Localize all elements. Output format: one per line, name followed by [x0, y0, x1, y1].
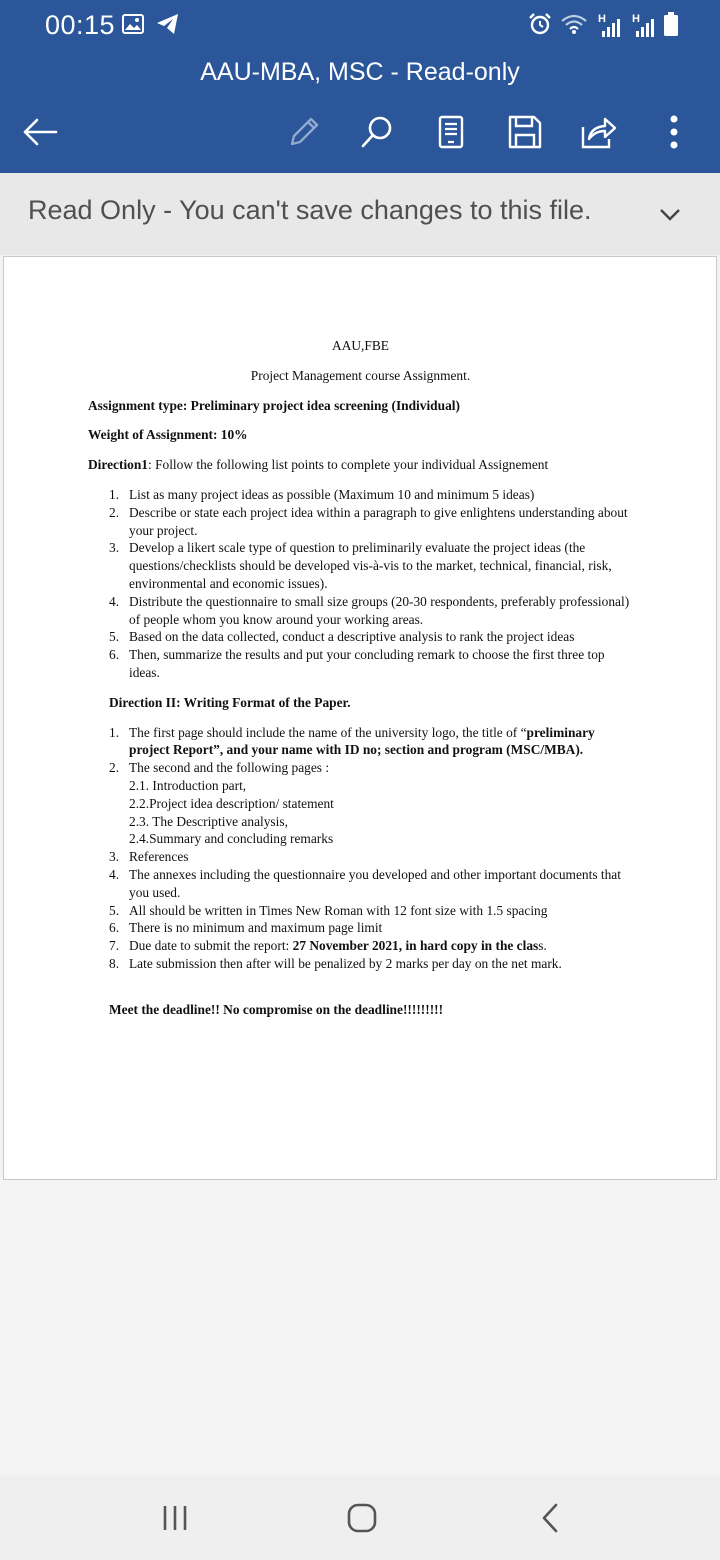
expand-banner-button[interactable] [650, 195, 690, 235]
sub-item: 2.2.Project idea description/ statement [129, 795, 334, 811]
list-item-text: Due date to submit the report: [129, 938, 293, 954]
doc-header-course: Project Management course Assignment. [250, 367, 471, 383]
status-right-icons [528, 12, 678, 41]
signal-h-icon [596, 12, 622, 39]
more-options-button[interactable] [650, 108, 698, 156]
list-item-text: Describe or state each project idea within a paragraph to give enlightens understanding about your project. [129, 504, 628, 538]
list-item: 1. The first page should include the name of the university logo, the title of “preliminary project Report”, and your name with ID no; section and program (MSC/MBA). [109, 724, 595, 758]
image-icon [122, 14, 144, 39]
list-item: 5. All should be written in Times New Roman with 12 font size with 1.5 spacing [109, 902, 548, 918]
list-item: 2. Describe or state each project idea within a paragraph to give enlightens understanding about your project. [109, 504, 628, 538]
list-item: 8. Late submission then after will be penalized by 2 marks per day on the net mark. [109, 955, 562, 971]
list-item-text: Distribute the questionnaire to small size groups (20-30 respondents, preferably professional) of people whom you know around your working areas. [129, 593, 630, 627]
sub-item: 2.3. The Descriptive analysis, [129, 813, 288, 829]
assignment-type: Assignment type: Preliminary project idea screening (Individual) [88, 397, 460, 413]
list-item-text: The second and the following pages : [129, 760, 330, 776]
app-bar [0, 0, 720, 173]
doc-header-university: AAU,FBE [332, 338, 389, 353]
list-item-text: The annexes including the questionnaire you developed and other important documents that you used. [129, 866, 621, 900]
list-item-text: All should be written in Times New Roman with 12 font size with 1.5 spacing [129, 902, 548, 918]
list-item-text: Late submission then after will be penalized by 2 marks per day on the net mark. [129, 955, 562, 971]
list-item: 6. There is no minimum and maximum page limit [109, 920, 383, 936]
direction1-line [88, 456, 633, 474]
battery-icon [664, 12, 678, 41]
direction2-list [88, 724, 633, 973]
list-item-text-end: s. [538, 938, 547, 954]
status-time: 00:15 [45, 10, 116, 40]
chevron-down-icon [659, 208, 681, 222]
document-page[interactable] [3, 256, 717, 1180]
wifi-icon [560, 13, 588, 40]
back-icon [540, 1503, 560, 1533]
reading-view-icon [438, 115, 464, 149]
list-item-text: There is no minimum and maximum page limit [129, 920, 383, 936]
save-icon [508, 115, 542, 149]
save-button[interactable] [501, 108, 549, 156]
list-item: 7. Due date to submit the report: 27 November 2021, in hard copy in the class. [109, 938, 547, 954]
direction1-label: Direction1 [88, 457, 148, 473]
nav-back-button[interactable] [520, 1494, 580, 1542]
search-button[interactable] [353, 108, 401, 156]
list-item-text: The first page should include the name of the university logo, the title of “ [129, 724, 527, 740]
sub-item: 2.4.Summary and concluding remarks [129, 831, 334, 847]
telegram-icon [156, 13, 180, 40]
pencil-icon [287, 115, 321, 149]
recent-apps-button[interactable] [145, 1494, 205, 1542]
back-button[interactable] [16, 108, 64, 156]
signal-h2-icon [630, 12, 656, 39]
back-arrow-icon [22, 118, 58, 146]
alarm-icon [528, 12, 552, 41]
reading-view-button[interactable] [427, 108, 475, 156]
list-item-text: References [129, 849, 189, 865]
status-left-icons [122, 13, 180, 40]
list-item-text: List as many project ideas as possible (Maximum 10 and minimum 5 ideas) [129, 486, 535, 502]
list-item-text: Then, summarize the results and put your concluding remark to choose the first three top ideas. [129, 647, 605, 680]
share-icon [581, 115, 617, 149]
read-only-message: Read Only - You can't save changes to this file. [28, 195, 592, 225]
sub-item: 2.1. Introduction part, [129, 777, 247, 793]
home-icon [347, 1503, 377, 1533]
list-item-bold-text: 27 November 2021, in hard copy in the clas [292, 938, 539, 954]
document-title: AAU-MBA, MSC - Read-only [200, 58, 520, 86]
list-item: 5. Based on the data collected, conduct a descriptive analysis to rank the project ideas [109, 629, 575, 645]
signal-h-label: H [598, 12, 606, 25]
list-item: 3. Develop a likert scale type of question to preliminarily evaluate the project ideas (the questions/checklists should be developed vis-à-vis to the market, technical, financial, risk, environmental and economic issues). [109, 540, 612, 591]
recent-apps-icon [161, 1504, 189, 1532]
list-item-text: Develop a likert scale type of question to preliminarily evaluate the project ideas (the questions/checklists should be developed vis-à-vis to the market, technical, financial, risk, environmental and economic issues). [129, 540, 612, 591]
document-content [88, 337, 633, 1019]
list-item: 4. Distribute the questionnaire to small size groups (20-30 respondents, preferably professional) of people whom you know around your working areas. [109, 593, 630, 627]
list-item-bold-text: preliminary project Report”, and your name with ID no; section and program (MSC/MBA). [129, 724, 595, 758]
direction1-list [88, 486, 633, 682]
direction2-title: Direction II: Writing Format of the Paper. [109, 694, 351, 710]
assignment-weight: Weight of Assignment: 10% [88, 427, 248, 443]
read-only-banner [0, 173, 720, 255]
search-icon [359, 114, 395, 150]
list-item: 2. The second and the following pages : 2.1. Introduction part, 2.2.Project idea description/ statement 2.3. The Descriptive analysis, 2.4.Summary and concluding remarks [88, 759, 633, 848]
list-item: 1. List as many project ideas as possible (Maximum 10 and minimum 5 ideas) [109, 486, 535, 502]
list-item: 4. The annexes including the questionnaire you developed and other important documents that you used. [109, 866, 621, 900]
direction1-text: : Follow the following list points to complete your individual Assignement [148, 457, 549, 473]
system-nav-bar [0, 1476, 720, 1560]
home-button[interactable] [332, 1494, 392, 1542]
list-item: 6. Then, summarize the results and put your concluding remark to choose the first three top ideas. [109, 647, 605, 680]
signal-h2-label: H [632, 12, 640, 25]
list-item-text: Based on the data collected, conduct a descriptive analysis to rank the project ideas [129, 629, 575, 645]
edit-button[interactable] [280, 108, 328, 156]
deadline-note: Meet the deadline!! No compromise on the deadline!!!!!!!!! [109, 1001, 444, 1017]
more-icon [669, 115, 679, 149]
list-item: 3. References [109, 849, 189, 865]
share-button[interactable] [575, 108, 623, 156]
